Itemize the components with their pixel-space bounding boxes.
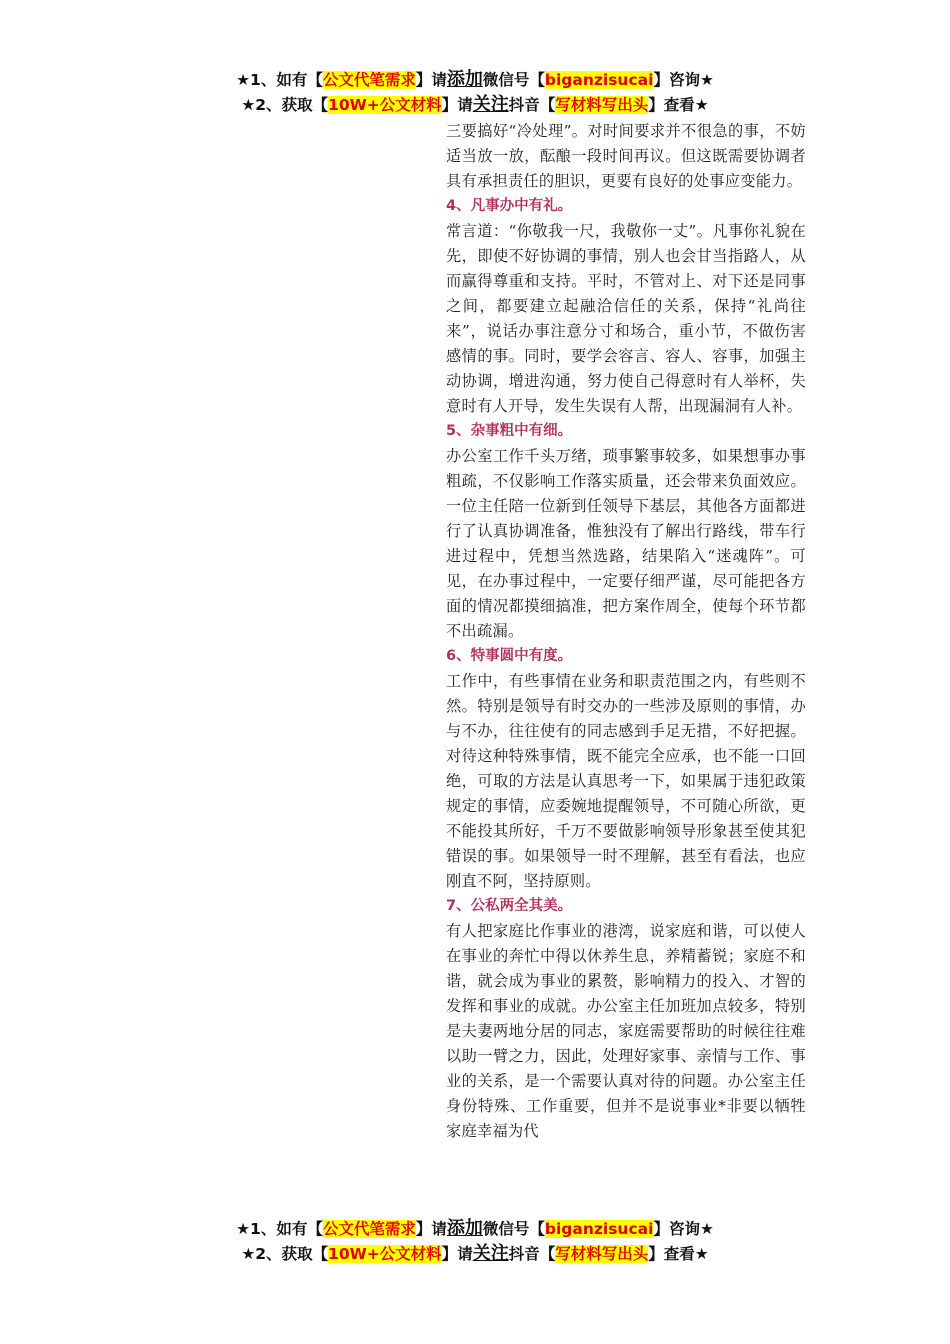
section-heading: 6、特事圆中有度。 bbox=[446, 648, 573, 664]
section-paragraph: 有人把家庭比作事业的港湾，说家庭和谐，可以使人在事业的奔忙中得以休养生息，养精蓄锐；家庭不和谐，就会成为事业的累赘，影响精力的投入、才智的发挥和事业的成就。办公室主任加班加点较多，特别是夫妻两地分居的同志，家庭需要帮助的时候往往难以助一臂之力，因此，处理好家事、亲情与工作、事业的关系，是一个需要认真对待的问题。办公室主任身份特殊、工作重要，但并不是说事业*非要以牺牲家庭幸福为代 bbox=[446, 922, 806, 1140]
intro-paragraph: 三要搞好“冷处理”。对时间要求并不很急的事，不妨适当放一放，酝酿一段时间再议。但这既需要协调者具有承担责任的胆识，更要有良好的处事应变能力。 bbox=[446, 122, 806, 190]
section-heading: 4、凡事办中有礼。 bbox=[446, 198, 573, 214]
banner-text: 】请 bbox=[441, 1245, 473, 1263]
emphasis-follow: 关注 bbox=[472, 1243, 509, 1264]
banner-text: 微信号【 bbox=[482, 71, 545, 89]
section-heading: 7、公私两全其美。 bbox=[446, 898, 573, 914]
banner-text: 】查看★ bbox=[648, 1245, 709, 1263]
highlight-douyin-account: 写材料写出头 bbox=[555, 96, 649, 114]
section-paragraph: 常言道：“你敬我一尺，我敬你一丈”。凡事你礼貌在先，即使不好协调的事情，别人也会甘当指路人，从而赢得尊重和支持。平时，不管对上、对下还是同事之间，都要建立起融洽信任的关系，保持“礼尚往来”，说话办事注意分寸和场合，重小节，不做伤害感情的事。同时，要学会容言、容人、容事，加强主动协调，增进沟通，努力使自己得意时有人举杯，失意时有人开导，发生失误有人帮，出现漏洞有人补。 bbox=[446, 222, 806, 415]
banner-text: ★1、如有【 bbox=[236, 1220, 323, 1238]
banner-text: ★1、如有【 bbox=[236, 71, 323, 89]
banner-text: 】查看★ bbox=[648, 96, 709, 114]
highlight-wechat-id: biganzisucai bbox=[544, 71, 654, 89]
banner-text: 】咨询★ bbox=[653, 1220, 714, 1238]
promo-banner-line-1-footer bbox=[0, 1218, 950, 1240]
banner-text: 抖音【 bbox=[508, 1245, 556, 1263]
highlight-materials: 10W+公文材料 bbox=[328, 96, 442, 114]
highlight-douyin-account: 写材料写出头 bbox=[555, 1245, 649, 1263]
section-heading: 5、杂事粗中有细。 bbox=[446, 423, 573, 439]
banner-text: 抖音【 bbox=[508, 96, 556, 114]
banner-text: 微信号【 bbox=[482, 1220, 545, 1238]
banner-text: 】请 bbox=[441, 96, 473, 114]
emphasis-add: 添加 bbox=[446, 69, 483, 90]
emphasis-follow: 关注 bbox=[472, 94, 509, 115]
section-paragraph: 工作中，有些事情在业务和职责范围之内，有些则不然。特别是领导有时交办的一些涉及原则的事情，办与不办，往往使有的同志感到手足无措，不好把握。对待这种特殊事情，既不能完全应承，也不能一口回绝，可取的方法是认真思考一下，如果属于违犯政策规定的事情，应委婉地提醒领导，不可随心所欲，更不能投其所好，千万不要做影响领导形象甚至使其犯错误的事。如果领导一时不理解，甚至有看法，也应刚直不阿，坚持原则。 bbox=[446, 672, 806, 890]
highlight-service: 公文代笔需求 bbox=[322, 71, 416, 89]
section-paragraph: 办公室工作千头万绪，琐事繁事较多，如果想事办事粗疏，不仅影响工作落实质量，还会带来负面效应。一位主任陪一位新到任领导下基层，其他各方面都进行了认真协调准备，惟独没有了解出行路线，带车行进过程中，凭想当然选路，结果陷入“迷魂阵”。可见，在办事过程中，一定要仔细严谨，尽可能把各方面的情况都摸细搞准，把方案作周全，使每个环节都不出疏漏。 bbox=[446, 447, 806, 640]
banner-text: 】咨询★ bbox=[653, 71, 714, 89]
promo-banner-line-2 bbox=[0, 94, 950, 116]
highlight-service: 公文代笔需求 bbox=[322, 1220, 416, 1238]
banner-text: ★2、获取【 bbox=[241, 96, 329, 114]
banner-text: ★2、获取【 bbox=[241, 1245, 329, 1263]
highlight-materials: 10W+公文材料 bbox=[328, 1245, 442, 1263]
highlight-wechat-id: biganzisucai bbox=[544, 1220, 654, 1238]
emphasis-add: 添加 bbox=[446, 1218, 483, 1239]
banner-text: 】请 bbox=[415, 1220, 447, 1238]
promo-banner-line-1 bbox=[0, 69, 950, 91]
banner-text: 】请 bbox=[415, 71, 447, 89]
document-body bbox=[446, 119, 806, 1144]
promo-banner-line-2-footer bbox=[0, 1243, 950, 1265]
